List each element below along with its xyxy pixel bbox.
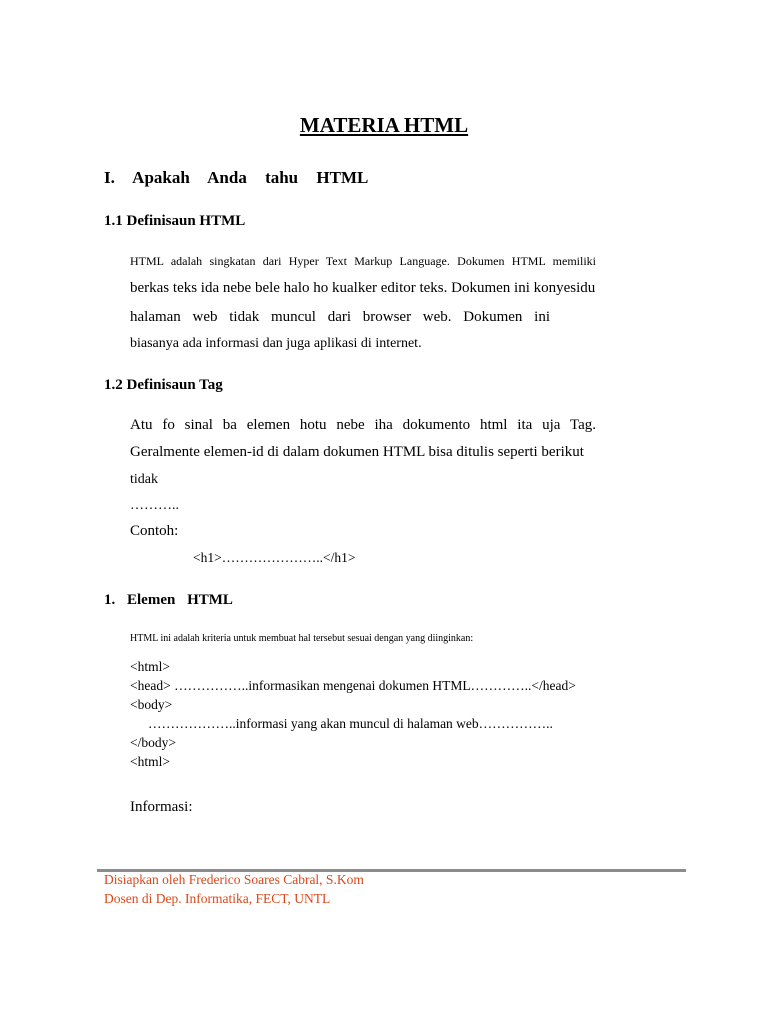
ellipsis-line: ……….. [130, 498, 179, 513]
code-line-body-close: </body> [130, 735, 176, 750]
code-line-head: <head> ……………..informasikan mengenai dokumen HTML…………..</head> [130, 678, 576, 693]
subsection-1-1-heading: 1.1 Definisaun HTML [104, 213, 246, 229]
definition-html-line-3: halaman web tidak muncul dari browser web. Dokumen ini [130, 309, 550, 325]
footer-author: Disiapkan oleh Frederico Soares Cabral, S.Kom [104, 872, 364, 887]
example-code: <h1>…………………..</h1> [193, 550, 356, 565]
definition-tag-line-1: Atu fo sinal ba elemen hotu nebe iha dokumento html ita uja Tag. [130, 417, 596, 433]
subsection-1-2-heading: 1.2 Definisaun Tag [104, 377, 223, 393]
footer-affiliation: Dosen di Dep. Informatika, FECT, UNTL [104, 891, 331, 906]
elemen-intro: HTML ini adalah kriteria untuk membuat hal tersebut sesuai dengan yang diinginkan: [130, 633, 474, 644]
definition-tag-line-3: tidak [130, 472, 158, 487]
code-line-html-open: <html> [130, 659, 170, 674]
definition-tag-line-2: Geralmente elemen-id di dalam dokumen HTML bisa ditulis seperti berikut [130, 444, 584, 460]
code-line-body-content: ………………..informasi yang akan muncul di halaman web…………….. [148, 716, 553, 731]
example-label: Contoh: [130, 523, 179, 539]
informasi-label: Informasi: [130, 799, 193, 815]
code-line-html-close: <html> [130, 754, 170, 769]
section-elemen-heading: 1. Elemen HTML [104, 592, 233, 608]
code-line-body-open: <body> [130, 697, 173, 712]
definition-html-line-2: berkas teks ida nebe bele halo ho kualker editor teks. Dokumen ini konyesidu [130, 280, 596, 296]
definition-html-line-4: biasanya ada informasi dan juga aplikasi di internet. [130, 336, 422, 351]
section-1-heading: I. Apakah Anda tahu HTML [104, 168, 369, 187]
definition-html-line-1: HTML adalah singkatan dari Hyper Text Markup Language. Dokumen HTML memiliki [130, 254, 596, 268]
page-title: MATERIA HTML [299, 113, 469, 137]
